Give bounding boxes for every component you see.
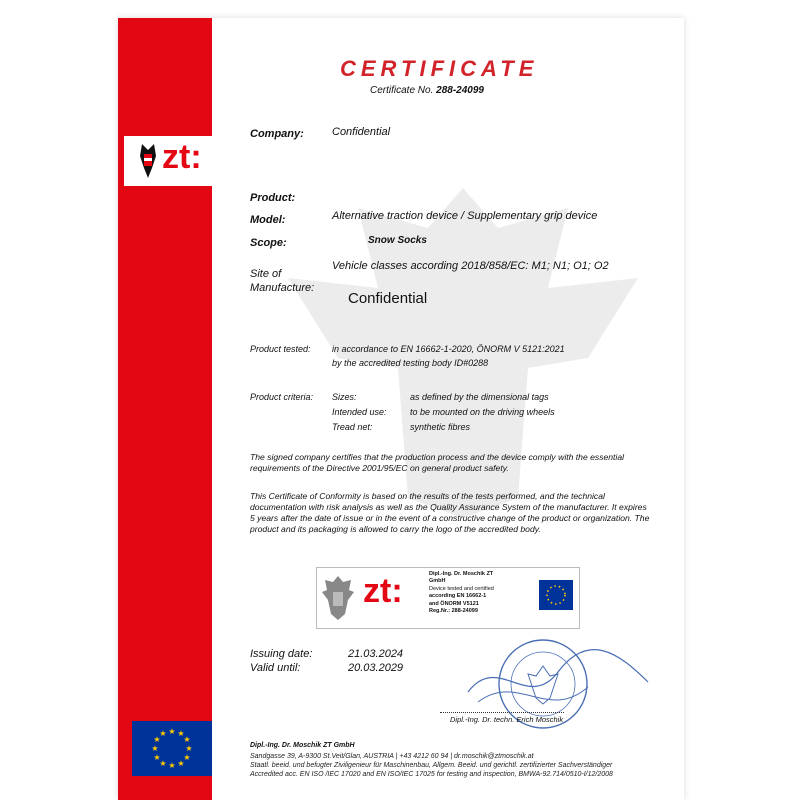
criteria-key-intended-use: Intended use:: [332, 407, 387, 417]
svg-text:★: ★: [153, 753, 161, 762]
issuing-date-value: 21.03.2024: [348, 648, 404, 660]
svg-text:★: ★: [185, 744, 193, 753]
signatory-name: Dipl.-Ing. Dr. techn. Erich Moschik: [450, 715, 564, 724]
svg-text:★: ★: [183, 753, 191, 762]
footer-company: Dipl.-Ing. Dr. Moschik ZT GmbH: [250, 742, 355, 749]
model-value: Alternative traction device / Supplementary grip device: [332, 210, 598, 222]
certificate-sheet: [118, 18, 684, 800]
criteria-value-intended-use: to be mounted on the driving wheels: [410, 407, 555, 417]
valid-until-value: 20.03.2029: [348, 662, 404, 674]
badge-line1: Dipl.-Ing. Dr. Moschik ZT GmbH: [429, 571, 494, 585]
product-tested-line2: by the accredited testing body ID#0288: [332, 358, 489, 368]
badge-zt-text: zt:: [363, 572, 403, 610]
svg-text:★: ★: [177, 729, 185, 738]
badge-text: [429, 571, 509, 615]
svg-text:★: ★: [168, 761, 176, 770]
svg-text:★: ★: [153, 735, 161, 744]
certificate-title: CERTIFICATE: [340, 56, 539, 81]
vehicle-classes: Vehicle classes according 2018/858/EC: M1; N1; O1; O2: [332, 260, 609, 272]
criteria-key-sizes: Sizes:: [332, 392, 357, 402]
zt-logo-text: zt:: [162, 138, 202, 176]
footer-qualification: Staatl. beeid. und befugter Ziviligenieur für Maschinenbau, Allgem. Beeid. und gerichtl. zertifizierter Sachverständiger: [250, 762, 613, 769]
svg-text:★: ★: [159, 759, 167, 768]
svg-text:★: ★: [183, 735, 191, 744]
svg-text:★: ★: [159, 729, 167, 738]
site-value: Confidential: [348, 290, 428, 307]
product-tested-label: Product tested:: [250, 344, 311, 354]
certificate-number: 288-24099: [436, 85, 484, 96]
badge-eu-flag-icon: [539, 580, 573, 610]
svg-text:★: ★: [177, 759, 185, 768]
criteria-value-sizes: as defined by the dimensional tags: [410, 392, 549, 402]
conformity-statement: This Certificate of Conformity is based on the results of the tests performed, and the technical documentation with risk analysis as well as the Quality Assurance System of the manufacturer. It expires 5 years after the date of issue or in the event of a constructive change of the product or organization. The product and its packaging is allowed to carry the logo of the accredited body.: [250, 491, 650, 534]
eu-flag-icon: [132, 721, 212, 776]
criteria-value-tread-net: synthetic fibres: [410, 422, 471, 432]
certificate-number-line: [370, 85, 484, 96]
svg-text:★: ★: [168, 727, 176, 736]
scope-label: Scope:: [250, 237, 287, 249]
product-tested-line1: in accordance to EN 16662-1-2020, ÖNORM V 5121:2021: [332, 344, 565, 354]
site-label-line1: Site of: [250, 268, 282, 280]
issuing-date-label: Issuing date:: [250, 648, 313, 660]
footer-address: Sandgasse 39, A-9300 St.Veit/Glan, AUSTRIA | +43 4212 60 94 | dr.moschik@ztmoschik.at: [250, 753, 534, 760]
company-label: Company:: [250, 128, 304, 140]
badge-eagle-icon: [321, 574, 355, 622]
safety-statement: The signed company certifies that the production process and the device comply with the essential requirements of the Directive 2001/95/EC on general product safety.: [250, 452, 625, 473]
model-label: Model:: [250, 214, 286, 226]
criteria-key-tread-net: Tread net:: [332, 422, 373, 432]
scope-value: Snow Socks: [368, 235, 427, 246]
badge-line5: Reg.Nr.: 288-24099: [429, 608, 478, 615]
certification-badge: [316, 567, 580, 629]
company-value: Confidential: [332, 126, 391, 138]
footer-accreditation: Accredited acc. EN ISO /IEC 17020 and EN ISO/IEC 17025 for testing and inspection, BMWA-92.714/0510-I/12/2008: [250, 771, 613, 778]
product-label: Product:: [250, 192, 296, 204]
badge-line4: and ÖNORM V5121: [429, 600, 479, 607]
zt-logo: [124, 136, 218, 186]
badge-line2: Device tested and certified: [429, 585, 494, 592]
signature-line: [440, 712, 564, 713]
site-label-line2: Manufacture:: [250, 282, 315, 294]
certificate-number-label: Certificate No.: [370, 85, 434, 96]
badge-line3: according EN 16662-1: [429, 593, 487, 600]
valid-until-label: Valid until:: [250, 662, 301, 674]
criteria-label: Product criteria:: [250, 392, 314, 402]
svg-text:★: ★: [151, 744, 159, 753]
